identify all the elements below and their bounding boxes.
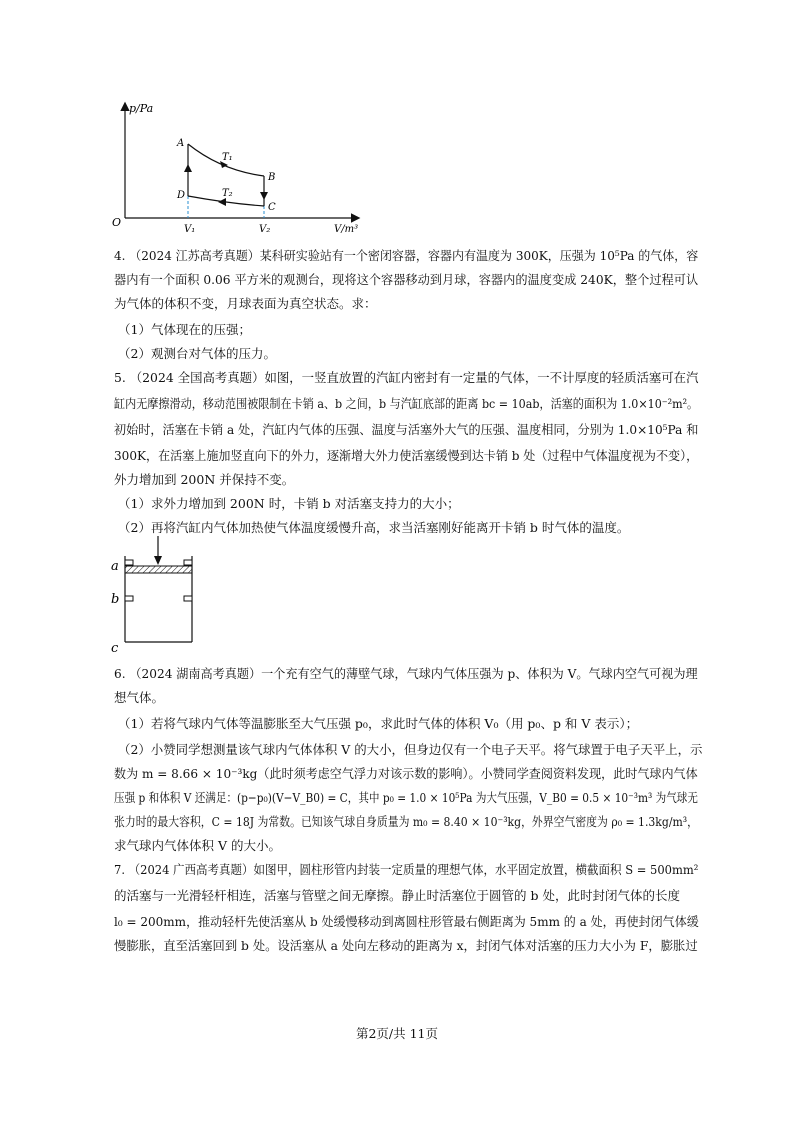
- q6-line-1: 想气体。: [114, 690, 165, 705]
- q4-part-2: （2）观测台对气体的压力。: [118, 346, 276, 361]
- label-c-bottom: c: [111, 641, 119, 654]
- page-footer: 第2页/共 11页: [355, 1026, 439, 1041]
- q6-line-5: 压强 p 和体积 V 还满足：(p−p₀)(V−V_B0) = C，其中 p₀ = 1.0 × 10⁵Pa 为大气压强，V_B0 = 0.5 × 10⁻³m³ 为气球无: [114, 790, 698, 805]
- q5-line-4: 外力增加到 200N 并保持不变。: [114, 472, 295, 487]
- pin-b-left: [125, 596, 133, 601]
- q4-line-2: 为气体的体积不变，月球表面为真空状态。求：: [114, 296, 377, 311]
- q5-line-1: 缸内无摩擦滑动，移动范围被限制在卡销 a、b 之间，b 与汽缸底部的距离 bc = 10ab，活塞的面积为 1.0×10⁻²m²。: [114, 396, 699, 411]
- pin-a-left: [125, 560, 133, 565]
- q7-line-2: l₀ = 200mm，推动轻杆先使活塞从 b 处缓慢移动到离圆柱形管最右侧距离为 5mm 的 a 处，再使封闭气体缓: [114, 914, 699, 929]
- pin-a-right: [184, 560, 192, 565]
- label-v2: V₂: [259, 224, 271, 235]
- label-a: A: [177, 138, 185, 149]
- q5-line-0: 5. （2024 全国高考真题）如图，一竖直放置的汽缸内密封有一定量的气体，一不计厚度的轻质活塞可在汽: [114, 370, 699, 385]
- cylinder-diagram: [108, 534, 208, 654]
- label-d: D: [177, 190, 186, 201]
- q5-part-2: （2）再将汽缸内气体加热使气体温度缓慢升高，求当活塞刚好能离开卡销 b 时气体的温度。: [118, 520, 630, 535]
- q6-line-0: 6. （2024 湖南高考真题）一个充有空气的薄壁气球，气球内气体压强为 p、体积为 V。气球内空气可视为理: [114, 666, 698, 681]
- piston: [125, 566, 192, 573]
- q4-title: 4. （2024 江苏高考真题）某科研实验站有一个密闭容器，容器内有温度为 300K，压强为 10⁵Pa 的气体，容: [114, 248, 699, 263]
- q5-line-2: 初始时，活塞在卡销 a 处，汽缸内气体的压强、温度与活塞外大气的压强、温度相同，分别为 1.0×10⁵Pa 和: [114, 422, 699, 437]
- label-b-pin: b: [111, 592, 120, 607]
- pin-b-right: [184, 596, 192, 601]
- q4-part-1: （1）气体现在的压强；: [118, 322, 251, 337]
- origin-label: O: [112, 216, 122, 229]
- label-a-pin: a: [111, 559, 119, 574]
- q6-line-4: 数为 m = 8.66 × 10⁻³kg（此时须考虑空气浮力对该示数的影响）。小赞同学查阅资料发现，此时气球内气体: [114, 766, 698, 781]
- x-axis-label: V/m³: [334, 224, 359, 235]
- label-t1: T₁: [222, 152, 233, 163]
- pv-diagram: [108, 98, 368, 238]
- q6-line-6: 张力时的最大容积，C = 18J 为常数。已知该气球自身质量为 m₀ = 8.40 × 10⁻³kg，外界空气密度为 ρ₀ = 1.3kg/m³，: [114, 814, 698, 829]
- q6-part-1: （1）若将气球内气体等温膨胀至大气压强 p₀，求此时气体的体积 V₀（用 p₀、p 和 V 表示）；: [118, 716, 639, 731]
- q5-part-1: （1）求外力增加到 200N 时，卡销 b 对活塞支持力的大小；: [118, 496, 460, 511]
- q7-line-0: 7. （2024 广西高考真题）如图甲，圆柱形管内封装一定质量的理想气体，水平固定放置，横截面积 S = 500mm²: [114, 862, 699, 877]
- q4-line-1: 器内有一个面积 0.06 平方米的观测台，现将这个容器移动到月球，容器内的温度变成 240K，整个过程可认: [114, 272, 699, 287]
- q7-line-1: 的活塞与一光滑轻杆相连，活塞与管壁之间无摩擦。静止时活塞位于圆管的 b 处，此时封闭气体的长度: [114, 888, 680, 903]
- q6-part-2: （2）小赞同学想测量该气球内气体体积 V 的大小，但身边仅有一个电子天平。将气球置于电子天平上，示: [118, 742, 703, 757]
- q6-line-7: 求气球内气体体积 V 的大小。: [114, 838, 281, 853]
- label-v1: V₁: [184, 224, 196, 235]
- label-b: B: [268, 172, 276, 183]
- q5-line-3: 300K，在活塞上施加竖直向下的外力，逐渐增大外力使活塞缓慢到达卡销 b 处（过程中气体温度视为不变），: [114, 448, 699, 463]
- label-t2: T₂: [222, 188, 233, 199]
- label-c: C: [268, 202, 276, 213]
- q7-line-3: 慢膨胀，直至活塞回到 b 处。设活塞从 a 处向左移动的距离为 x，封闭气体对活塞的压力大小为 F，膨胀过: [114, 938, 698, 953]
- y-axis-label: p/Pa: [129, 102, 154, 115]
